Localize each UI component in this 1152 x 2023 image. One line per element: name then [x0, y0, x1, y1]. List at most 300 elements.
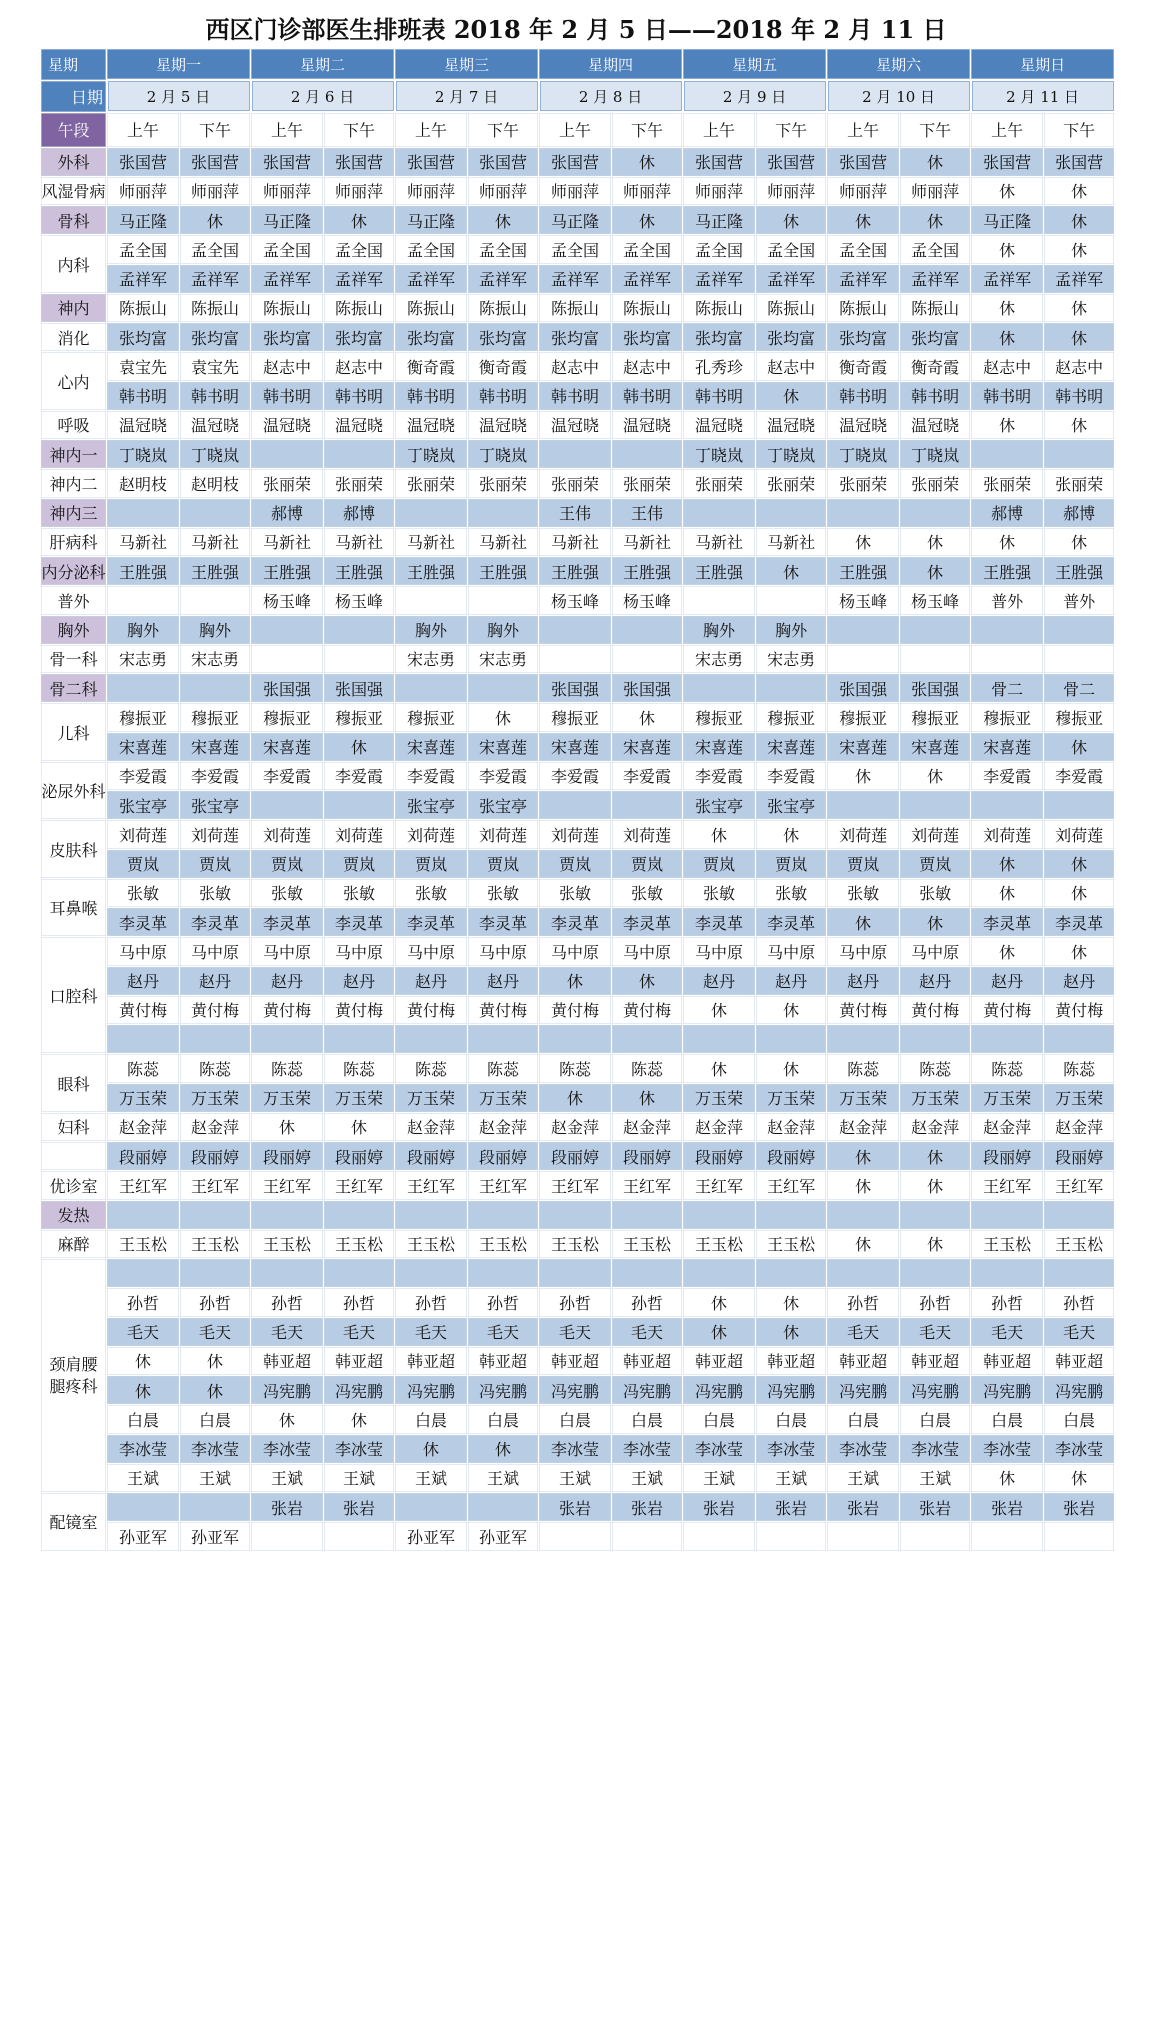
schedule-cell: 衡奇霞 — [900, 352, 971, 381]
schedule-row — [41, 1522, 1115, 1551]
schedule-cell: 宋志勇 — [683, 644, 756, 673]
page-title: 西区门诊部医生排班表 2018 年 2 月 5 日——2018 年 2 月 11 日 — [205, 15, 947, 44]
schedule-cell: 王斌 — [756, 1463, 827, 1492]
schedule-cell: 张均富 — [251, 323, 324, 352]
schedule-cell: 张国强 — [251, 674, 324, 703]
schedule-cell: 万玉荣 — [756, 1083, 827, 1112]
schedule-cell: 韩书明 — [324, 381, 395, 410]
schedule-cell: 段丽婷 — [180, 1142, 251, 1171]
schedule-cell: 郝博 — [971, 498, 1044, 527]
schedule-cell: 休 — [251, 1405, 324, 1434]
schedule-cell: 休 — [756, 206, 827, 235]
session-header: 下午 — [180, 112, 251, 147]
schedule-cell: 王斌 — [900, 1463, 971, 1492]
schedule-cell: 郝博 — [324, 498, 395, 527]
schedule-cell: 休 — [971, 293, 1044, 322]
schedule-cell: 马新社 — [180, 527, 251, 556]
schedule-cell: 宋喜莲 — [107, 732, 180, 761]
schedule-cell: 孟全国 — [107, 235, 180, 264]
schedule-cell: 休 — [827, 1142, 900, 1171]
schedule-cell: 张均富 — [827, 323, 900, 352]
schedule-row — [41, 703, 1115, 732]
schedule-cell: 马正隆 — [395, 206, 468, 235]
schedule-cell: 万玉荣 — [468, 1083, 539, 1112]
schedule-cell: 王胜强 — [180, 557, 251, 586]
schedule-cell: 衡奇霞 — [468, 352, 539, 381]
schedule-cell: 张均富 — [395, 323, 468, 352]
schedule-cell — [971, 1522, 1044, 1551]
schedule-cell: 韩亚超 — [324, 1346, 395, 1375]
schedule-cell: 休 — [1044, 293, 1115, 322]
schedule-cell — [468, 1200, 539, 1229]
schedule-cell: 孟全国 — [683, 235, 756, 264]
schedule-cell: 韩书明 — [539, 381, 612, 410]
schedule-cell: 黄付梅 — [971, 995, 1044, 1024]
schedule-cell — [827, 1025, 900, 1054]
schedule-cell: 李冰莹 — [612, 1434, 683, 1463]
schedule-cell: 胸外 — [468, 615, 539, 644]
schedule-cell: 师丽萍 — [107, 176, 180, 205]
schedule-cell — [107, 1259, 180, 1288]
schedule-cell: 普外 — [971, 586, 1044, 615]
schedule-cell: 宋喜莲 — [683, 732, 756, 761]
department-label: 骨一科 — [41, 644, 107, 673]
schedule-cell: 张敏 — [468, 878, 539, 907]
schedule-cell: 陈蕊 — [395, 1054, 468, 1083]
schedule-cell: 贾岚 — [395, 849, 468, 878]
schedule-cell: 张敏 — [395, 878, 468, 907]
schedule-cell — [107, 674, 180, 703]
schedule-row — [41, 1171, 1115, 1200]
date-header: 2 月 7 日 — [395, 80, 539, 112]
schedule-row — [41, 498, 1115, 527]
schedule-cell — [971, 1259, 1044, 1288]
weekday-header: 星期五 — [683, 49, 827, 81]
schedule-cell — [395, 1493, 468, 1522]
department-label: 骨二科 — [41, 674, 107, 703]
schedule-cell: 休 — [900, 1142, 971, 1171]
schedule-cell — [324, 1259, 395, 1288]
schedule-cell — [251, 644, 324, 673]
schedule-cell: 休 — [1044, 206, 1115, 235]
schedule-cell: 宋喜莲 — [251, 732, 324, 761]
schedule-cell: 宋喜莲 — [539, 732, 612, 761]
schedule-cell: 陈振山 — [900, 293, 971, 322]
schedule-cell: 穆振亚 — [756, 703, 827, 732]
schedule-cell: 赵明枝 — [180, 469, 251, 498]
schedule-cell — [395, 498, 468, 527]
department-label: 妇科 — [41, 1112, 107, 1141]
schedule-cell: 孙哲 — [612, 1288, 683, 1317]
schedule-cell: 刘荷莲 — [324, 820, 395, 849]
schedule-cell: 丁晓岚 — [180, 440, 251, 469]
schedule-cell: 段丽婷 — [612, 1142, 683, 1171]
schedule-cell: 宋喜莲 — [900, 732, 971, 761]
session-header: 下午 — [1044, 112, 1115, 147]
schedule-cell: 赵志中 — [756, 352, 827, 381]
schedule-cell — [971, 1200, 1044, 1229]
schedule-cell: 张国强 — [827, 674, 900, 703]
schedule-cell: 宋喜莲 — [180, 732, 251, 761]
schedule-cell: 李冰莹 — [683, 1434, 756, 1463]
schedule-cell: 毛天 — [107, 1317, 180, 1346]
schedule-cell: 普外 — [1044, 586, 1115, 615]
schedule-cell — [827, 498, 900, 527]
schedule-cell: 赵丹 — [683, 966, 756, 995]
schedule-cell: 陈振山 — [395, 293, 468, 322]
schedule-row — [41, 644, 1115, 673]
schedule-cell: 陈蕊 — [1044, 1054, 1115, 1083]
schedule-cell: 王斌 — [324, 1463, 395, 1492]
department-label: 配镜室 — [41, 1493, 107, 1552]
schedule-cell: 孟祥军 — [251, 264, 324, 293]
schedule-cell: 张国营 — [539, 147, 612, 176]
schedule-cell — [395, 586, 468, 615]
schedule-cell: 宋喜莲 — [756, 732, 827, 761]
schedule-cell: 张国强 — [539, 674, 612, 703]
schedule-cell: 穆振亚 — [683, 703, 756, 732]
schedule-cell — [971, 644, 1044, 673]
schedule-cell: 张丽荣 — [612, 469, 683, 498]
schedule-cell: 休 — [827, 206, 900, 235]
schedule-cell: 宋志勇 — [107, 644, 180, 673]
schedule-cell: 陈蕊 — [324, 1054, 395, 1083]
schedule-cell — [1044, 791, 1115, 820]
schedule-cell: 陈振山 — [827, 293, 900, 322]
schedule-cell — [324, 644, 395, 673]
schedule-cell — [827, 644, 900, 673]
schedule-cell — [251, 1200, 324, 1229]
schedule-cell: 温冠晓 — [683, 410, 756, 439]
department-label: 内分泌科 — [41, 557, 107, 586]
schedule-cell: 韩亚超 — [1044, 1346, 1115, 1375]
schedule-cell — [539, 1025, 612, 1054]
schedule-cell: 休 — [827, 908, 900, 937]
schedule-cell — [539, 1200, 612, 1229]
schedule-cell — [395, 1025, 468, 1054]
schedule-cell: 宋志勇 — [756, 644, 827, 673]
schedule-cell: 穆振亚 — [107, 703, 180, 732]
session-header: 上午 — [539, 112, 612, 147]
schedule-cell: 赵丹 — [251, 966, 324, 995]
schedule-cell: 张岩 — [756, 1493, 827, 1522]
date-header: 2 月 8 日 — [539, 80, 683, 112]
schedule-cell: 休 — [180, 1376, 251, 1405]
schedule-cell: 温冠晓 — [180, 410, 251, 439]
schedule-cell: 休 — [827, 1229, 900, 1258]
schedule-cell: 张国营 — [1044, 147, 1115, 176]
schedule-cell: 赵金萍 — [180, 1112, 251, 1141]
schedule-cell: 张国营 — [180, 147, 251, 176]
schedule-cell: 马正隆 — [107, 206, 180, 235]
schedule-cell: 休 — [1044, 176, 1115, 205]
schedule-cell: 李灵革 — [612, 908, 683, 937]
schedule-cell: 万玉荣 — [107, 1083, 180, 1112]
schedule-cell: 丁晓岚 — [683, 440, 756, 469]
schedule-cell: 李灵革 — [395, 908, 468, 937]
schedule-cell — [468, 498, 539, 527]
schedule-cell: 黄付梅 — [468, 995, 539, 1024]
schedule-cell — [324, 1200, 395, 1229]
schedule-cell: 休 — [827, 1171, 900, 1200]
schedule-cell: 张敏 — [539, 878, 612, 907]
department-label: 骨科 — [41, 206, 107, 235]
schedule-cell: 黄付梅 — [827, 995, 900, 1024]
schedule-cell — [1044, 1200, 1115, 1229]
schedule-cell: 张丽荣 — [683, 469, 756, 498]
schedule-cell — [827, 791, 900, 820]
schedule-cell: 陈蕊 — [251, 1054, 324, 1083]
schedule-cell: 段丽婷 — [539, 1142, 612, 1171]
schedule-cell: 休 — [612, 206, 683, 235]
schedule-cell: 冯宪鹏 — [827, 1376, 900, 1405]
schedule-cell: 休 — [900, 908, 971, 937]
schedule-cell: 赵金萍 — [395, 1112, 468, 1141]
schedule-cell: 丁晓岚 — [827, 440, 900, 469]
schedule-row — [41, 176, 1115, 205]
schedule-cell: 张宝亭 — [468, 791, 539, 820]
schedule-cell: 毛天 — [827, 1317, 900, 1346]
schedule-cell: 张国营 — [468, 147, 539, 176]
schedule-cell: 李冰莹 — [1044, 1434, 1115, 1463]
schedule-cell: 陈蕊 — [107, 1054, 180, 1083]
schedule-cell: 孙亚军 — [395, 1522, 468, 1551]
schedule-cell: 王红军 — [251, 1171, 324, 1200]
schedule-cell: 张丽荣 — [395, 469, 468, 498]
schedule-cell: 贾岚 — [900, 849, 971, 878]
schedule-row — [41, 557, 1115, 586]
schedule-cell: 韩亚超 — [683, 1346, 756, 1375]
schedule-cell: 穆振亚 — [1044, 703, 1115, 732]
schedule-cell — [756, 498, 827, 527]
schedule-cell: 张均富 — [756, 323, 827, 352]
schedule-cell: 孟全国 — [395, 235, 468, 264]
schedule-cell: 陈蕊 — [468, 1054, 539, 1083]
schedule-cell: 万玉荣 — [971, 1083, 1044, 1112]
schedule-cell: 穆振亚 — [395, 703, 468, 732]
schedule-cell: 李冰莹 — [900, 1434, 971, 1463]
schedule-cell: 韩书明 — [900, 381, 971, 410]
schedule-cell: 赵志中 — [539, 352, 612, 381]
schedule-cell: 孙亚军 — [180, 1522, 251, 1551]
schedule-cell: 师丽萍 — [756, 176, 827, 205]
schedule-cell: 孟祥军 — [180, 264, 251, 293]
schedule-cell: 孙哲 — [180, 1288, 251, 1317]
schedule-cell: 刘荷莲 — [251, 820, 324, 849]
date-header: 2 月 5 日 — [107, 80, 251, 112]
schedule-cell: 张敏 — [612, 878, 683, 907]
schedule-cell: 王红军 — [756, 1171, 827, 1200]
schedule-cell — [1044, 644, 1115, 673]
schedule-cell: 马中原 — [251, 937, 324, 966]
schedule-cell: 孟全国 — [251, 235, 324, 264]
schedule-cell: 张均富 — [324, 323, 395, 352]
schedule-cell: 马中原 — [324, 937, 395, 966]
schedule-cell: 休 — [827, 761, 900, 790]
schedule-cell: 白晨 — [107, 1405, 180, 1434]
schedule-cell: 李爱霞 — [251, 761, 324, 790]
schedule-cell: 温冠晓 — [107, 410, 180, 439]
schedule-cell — [756, 1522, 827, 1551]
schedule-cell: 孟祥军 — [900, 264, 971, 293]
schedule-cell: 休 — [756, 381, 827, 410]
schedule-cell: 冯宪鹏 — [612, 1376, 683, 1405]
schedule-cell: 骨二 — [971, 674, 1044, 703]
schedule-cell: 毛天 — [180, 1317, 251, 1346]
schedule-cell: 段丽婷 — [756, 1142, 827, 1171]
schedule-cell: 马新社 — [468, 527, 539, 556]
schedule-cell: 休 — [1044, 527, 1115, 556]
schedule-cell: 休 — [683, 1288, 756, 1317]
schedule-cell: 刘荷莲 — [1044, 820, 1115, 849]
schedule-cell: 马新社 — [107, 527, 180, 556]
schedule-cell: 李爱霞 — [1044, 761, 1115, 790]
schedule-cell: 王玉松 — [468, 1229, 539, 1258]
schedule-cell: 孙亚军 — [107, 1522, 180, 1551]
schedule-cell — [395, 1259, 468, 1288]
schedule-cell — [900, 1200, 971, 1229]
schedule-cell: 毛天 — [324, 1317, 395, 1346]
schedule-cell: 韩书明 — [395, 381, 468, 410]
schedule-cell: 张国强 — [900, 674, 971, 703]
schedule-cell: 陈振山 — [612, 293, 683, 322]
schedule-cell: 白晨 — [395, 1405, 468, 1434]
schedule-cell: 休 — [324, 1405, 395, 1434]
schedule-cell: 师丽萍 — [539, 176, 612, 205]
schedule-cell — [180, 1200, 251, 1229]
schedule-cell: 李灵革 — [468, 908, 539, 937]
schedule-cell: 休 — [971, 849, 1044, 878]
schedule-cell: 马新社 — [539, 527, 612, 556]
schedule-cell — [468, 674, 539, 703]
schedule-cell: 王胜强 — [107, 557, 180, 586]
schedule-cell: 毛天 — [468, 1317, 539, 1346]
schedule-row — [41, 410, 1115, 439]
schedule-cell: 万玉荣 — [1044, 1083, 1115, 1112]
schedule-cell: 韩亚超 — [612, 1346, 683, 1375]
schedule-cell: 马新社 — [683, 527, 756, 556]
schedule-cell: 张敏 — [251, 878, 324, 907]
schedule-row — [41, 878, 1115, 907]
schedule-cell — [683, 674, 756, 703]
schedule-cell: 张丽荣 — [827, 469, 900, 498]
schedule-cell: 贾岚 — [251, 849, 324, 878]
schedule-cell: 宋志勇 — [180, 644, 251, 673]
schedule-cell: 王斌 — [539, 1463, 612, 1492]
schedule-cell: 衡奇霞 — [827, 352, 900, 381]
department-label: 神内二 — [41, 469, 107, 498]
department-label: 普外 — [41, 586, 107, 615]
schedule-cell: 丁晓岚 — [900, 440, 971, 469]
schedule-cell: 休 — [971, 878, 1044, 907]
schedule-cell: 王红军 — [468, 1171, 539, 1200]
schedule-cell: 休 — [683, 820, 756, 849]
schedule-cell: 马新社 — [756, 527, 827, 556]
schedule-cell: 贾岚 — [683, 849, 756, 878]
schedule-cell: 韩亚超 — [971, 1346, 1044, 1375]
schedule-cell: 韩书明 — [612, 381, 683, 410]
schedule-cell: 穆振亚 — [971, 703, 1044, 732]
schedule-cell: 段丽婷 — [251, 1142, 324, 1171]
schedule-cell: 万玉荣 — [324, 1083, 395, 1112]
department-label: 呼吸 — [41, 410, 107, 439]
schedule-cell: 张国营 — [827, 147, 900, 176]
schedule-cell: 冯宪鹏 — [324, 1376, 395, 1405]
schedule-cell: 白晨 — [900, 1405, 971, 1434]
schedule-cell: 马新社 — [324, 527, 395, 556]
schedule-cell: 休 — [324, 206, 395, 235]
department-label: 心内 — [41, 352, 107, 411]
schedule-cell: 马中原 — [756, 937, 827, 966]
session-header: 下午 — [468, 112, 539, 147]
schedule-cell — [756, 1200, 827, 1229]
schedule-cell: 休 — [1044, 1463, 1115, 1492]
schedule-cell: 段丽婷 — [468, 1142, 539, 1171]
schedule-cell: 王玉松 — [971, 1229, 1044, 1258]
schedule-cell: 孟全国 — [180, 235, 251, 264]
schedule-row — [41, 469, 1115, 498]
schedule-cell: 马中原 — [827, 937, 900, 966]
schedule-cell: 陈蕊 — [180, 1054, 251, 1083]
schedule-cell — [107, 1493, 180, 1522]
schedule-cell: 王胜强 — [324, 557, 395, 586]
schedule-cell: 休 — [324, 1112, 395, 1141]
weekday-header: 星期一 — [107, 49, 251, 81]
department-label: 皮肤科 — [41, 820, 107, 879]
schedule-cell: 穆振亚 — [251, 703, 324, 732]
department-label: 儿科 — [41, 703, 107, 762]
schedule-cell: 张国营 — [683, 147, 756, 176]
schedule-cell: 休 — [971, 235, 1044, 264]
schedule-cell: 李冰莹 — [539, 1434, 612, 1463]
schedule-cell: 王玉松 — [756, 1229, 827, 1258]
schedule-cell: 孙哲 — [1044, 1288, 1115, 1317]
schedule-cell: 冯宪鹏 — [1044, 1376, 1115, 1405]
schedule-cell: 马正隆 — [251, 206, 324, 235]
schedule-cell — [468, 1493, 539, 1522]
schedule-cell: 孙哲 — [539, 1288, 612, 1317]
schedule-cell: 李爱霞 — [612, 761, 683, 790]
schedule-cell: 休 — [827, 527, 900, 556]
session-header: 下午 — [756, 112, 827, 147]
schedule-cell: 休 — [539, 966, 612, 995]
schedule-cell: 休 — [683, 995, 756, 1024]
schedule-cell: 胸外 — [180, 615, 251, 644]
schedule-cell: 师丽萍 — [251, 176, 324, 205]
schedule-cell: 韩书明 — [827, 381, 900, 410]
schedule-row — [41, 1200, 1115, 1229]
schedule-cell: 韩亚超 — [395, 1346, 468, 1375]
schedule-row — [41, 1288, 1115, 1317]
schedule-cell: 王胜强 — [1044, 557, 1115, 586]
schedule-cell — [971, 791, 1044, 820]
schedule-cell: 韩亚超 — [251, 1346, 324, 1375]
schedule-cell: 休 — [1044, 849, 1115, 878]
schedule-row — [41, 615, 1115, 644]
date-header: 2 月 10 日 — [827, 80, 971, 112]
schedule-cell: 丁晓岚 — [756, 440, 827, 469]
schedule-cell: 杨玉峰 — [827, 586, 900, 615]
schedule-cell: 休 — [971, 323, 1044, 352]
schedule-cell: 宋志勇 — [468, 644, 539, 673]
schedule-cell: 李爱霞 — [180, 761, 251, 790]
schedule-cell: 贾岚 — [756, 849, 827, 878]
schedule-cell — [324, 791, 395, 820]
schedule-cell: 孙哲 — [900, 1288, 971, 1317]
schedule-cell: 王胜强 — [971, 557, 1044, 586]
schedule-cell: 休 — [1044, 410, 1115, 439]
schedule-cell: 孟全国 — [468, 235, 539, 264]
